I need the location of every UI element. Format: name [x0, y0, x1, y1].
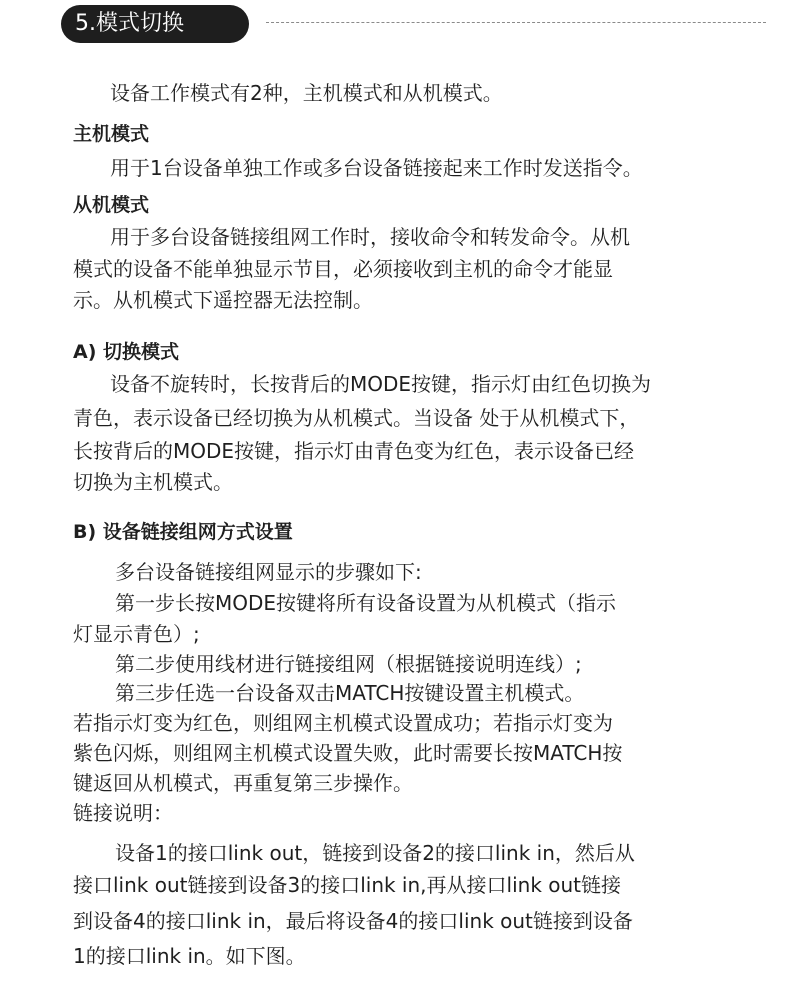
network-setup-desc-line: 紫色闪烁，则组网主机模式设置失败，此时需要长按MATCH按: [73, 741, 623, 765]
switch-mode-desc-line: 青色，表示设备已经切换为从机模式。当设备 处于从机模式下，: [73, 406, 640, 430]
network-setup-heading: B) 设备链接组网方式设置: [73, 521, 293, 543]
slave-mode-heading: 从机模式: [73, 194, 150, 216]
link-notes-desc-line: 接口link out链接到设备3的接口link in,再从接口link out链接: [73, 873, 622, 897]
network-setup-desc-line: 若指示灯变为红色，则组网主机模式设置成功；若指示灯变为: [73, 711, 613, 735]
link-notes-desc-line: 1的接口link in。如下图。: [73, 944, 306, 968]
slave-mode-desc-line: 用于多台设备链接组网工作时，接收命令和转发命令。从机: [110, 225, 630, 249]
network-setup-desc-line: 第二步使用线材进行链接组网（根据链接说明连线）;: [115, 652, 582, 676]
host-mode-heading: 主机模式: [73, 123, 150, 145]
link-notes-heading: 链接说明：: [73, 801, 173, 825]
switch-mode-desc-line: 长按背后的MODE按键，指示灯由青色变为红色，表示设备已经: [73, 439, 635, 463]
link-notes-desc-line: 到设备4的接口link in，最后将设备4的接口link out链接到设备: [73, 909, 633, 933]
network-setup-desc-line: 第一步长按MODE按键将所有设备设置为从机模式（指示: [115, 591, 617, 615]
slave-mode-desc-line: 示。从机模式下遥控器无法控制。: [73, 288, 373, 312]
switch-mode-desc-line: 设备不旋转时，长按背后的MODE按键，指示灯由红色切换为: [110, 372, 652, 396]
network-setup-desc-line: 键返回从机模式，再重复第三步操作。: [73, 771, 413, 795]
host-mode-desc: 用于1台设备单独工作或多台设备链接起来工作时发送指令。: [110, 156, 643, 180]
intro-text: 设备工作模式有2种，主机模式和从机模式。: [110, 81, 503, 105]
slave-mode-desc-line: 模式的设备不能单独显示节目，必须接收到主机的命令才能显: [73, 257, 613, 281]
switch-mode-desc-line: 切换为主机模式。: [73, 470, 233, 494]
section-title-badge: [61, 5, 249, 43]
section-title: 5.模式切换: [75, 11, 184, 36]
network-setup-desc-line: 灯显示青色）;: [73, 622, 200, 646]
dashed-divider: [266, 22, 766, 23]
switch-mode-heading: A) 切换模式: [73, 341, 180, 363]
network-setup-desc-line: 第三步任选一台设备双击MATCH按键设置主机模式。: [115, 681, 585, 705]
network-setup-desc-line: 多台设备链接组网显示的步骤如下:: [115, 560, 422, 584]
link-notes-desc-line: 设备1的接口link out，链接到设备2的接口link in，然后从: [115, 841, 635, 865]
